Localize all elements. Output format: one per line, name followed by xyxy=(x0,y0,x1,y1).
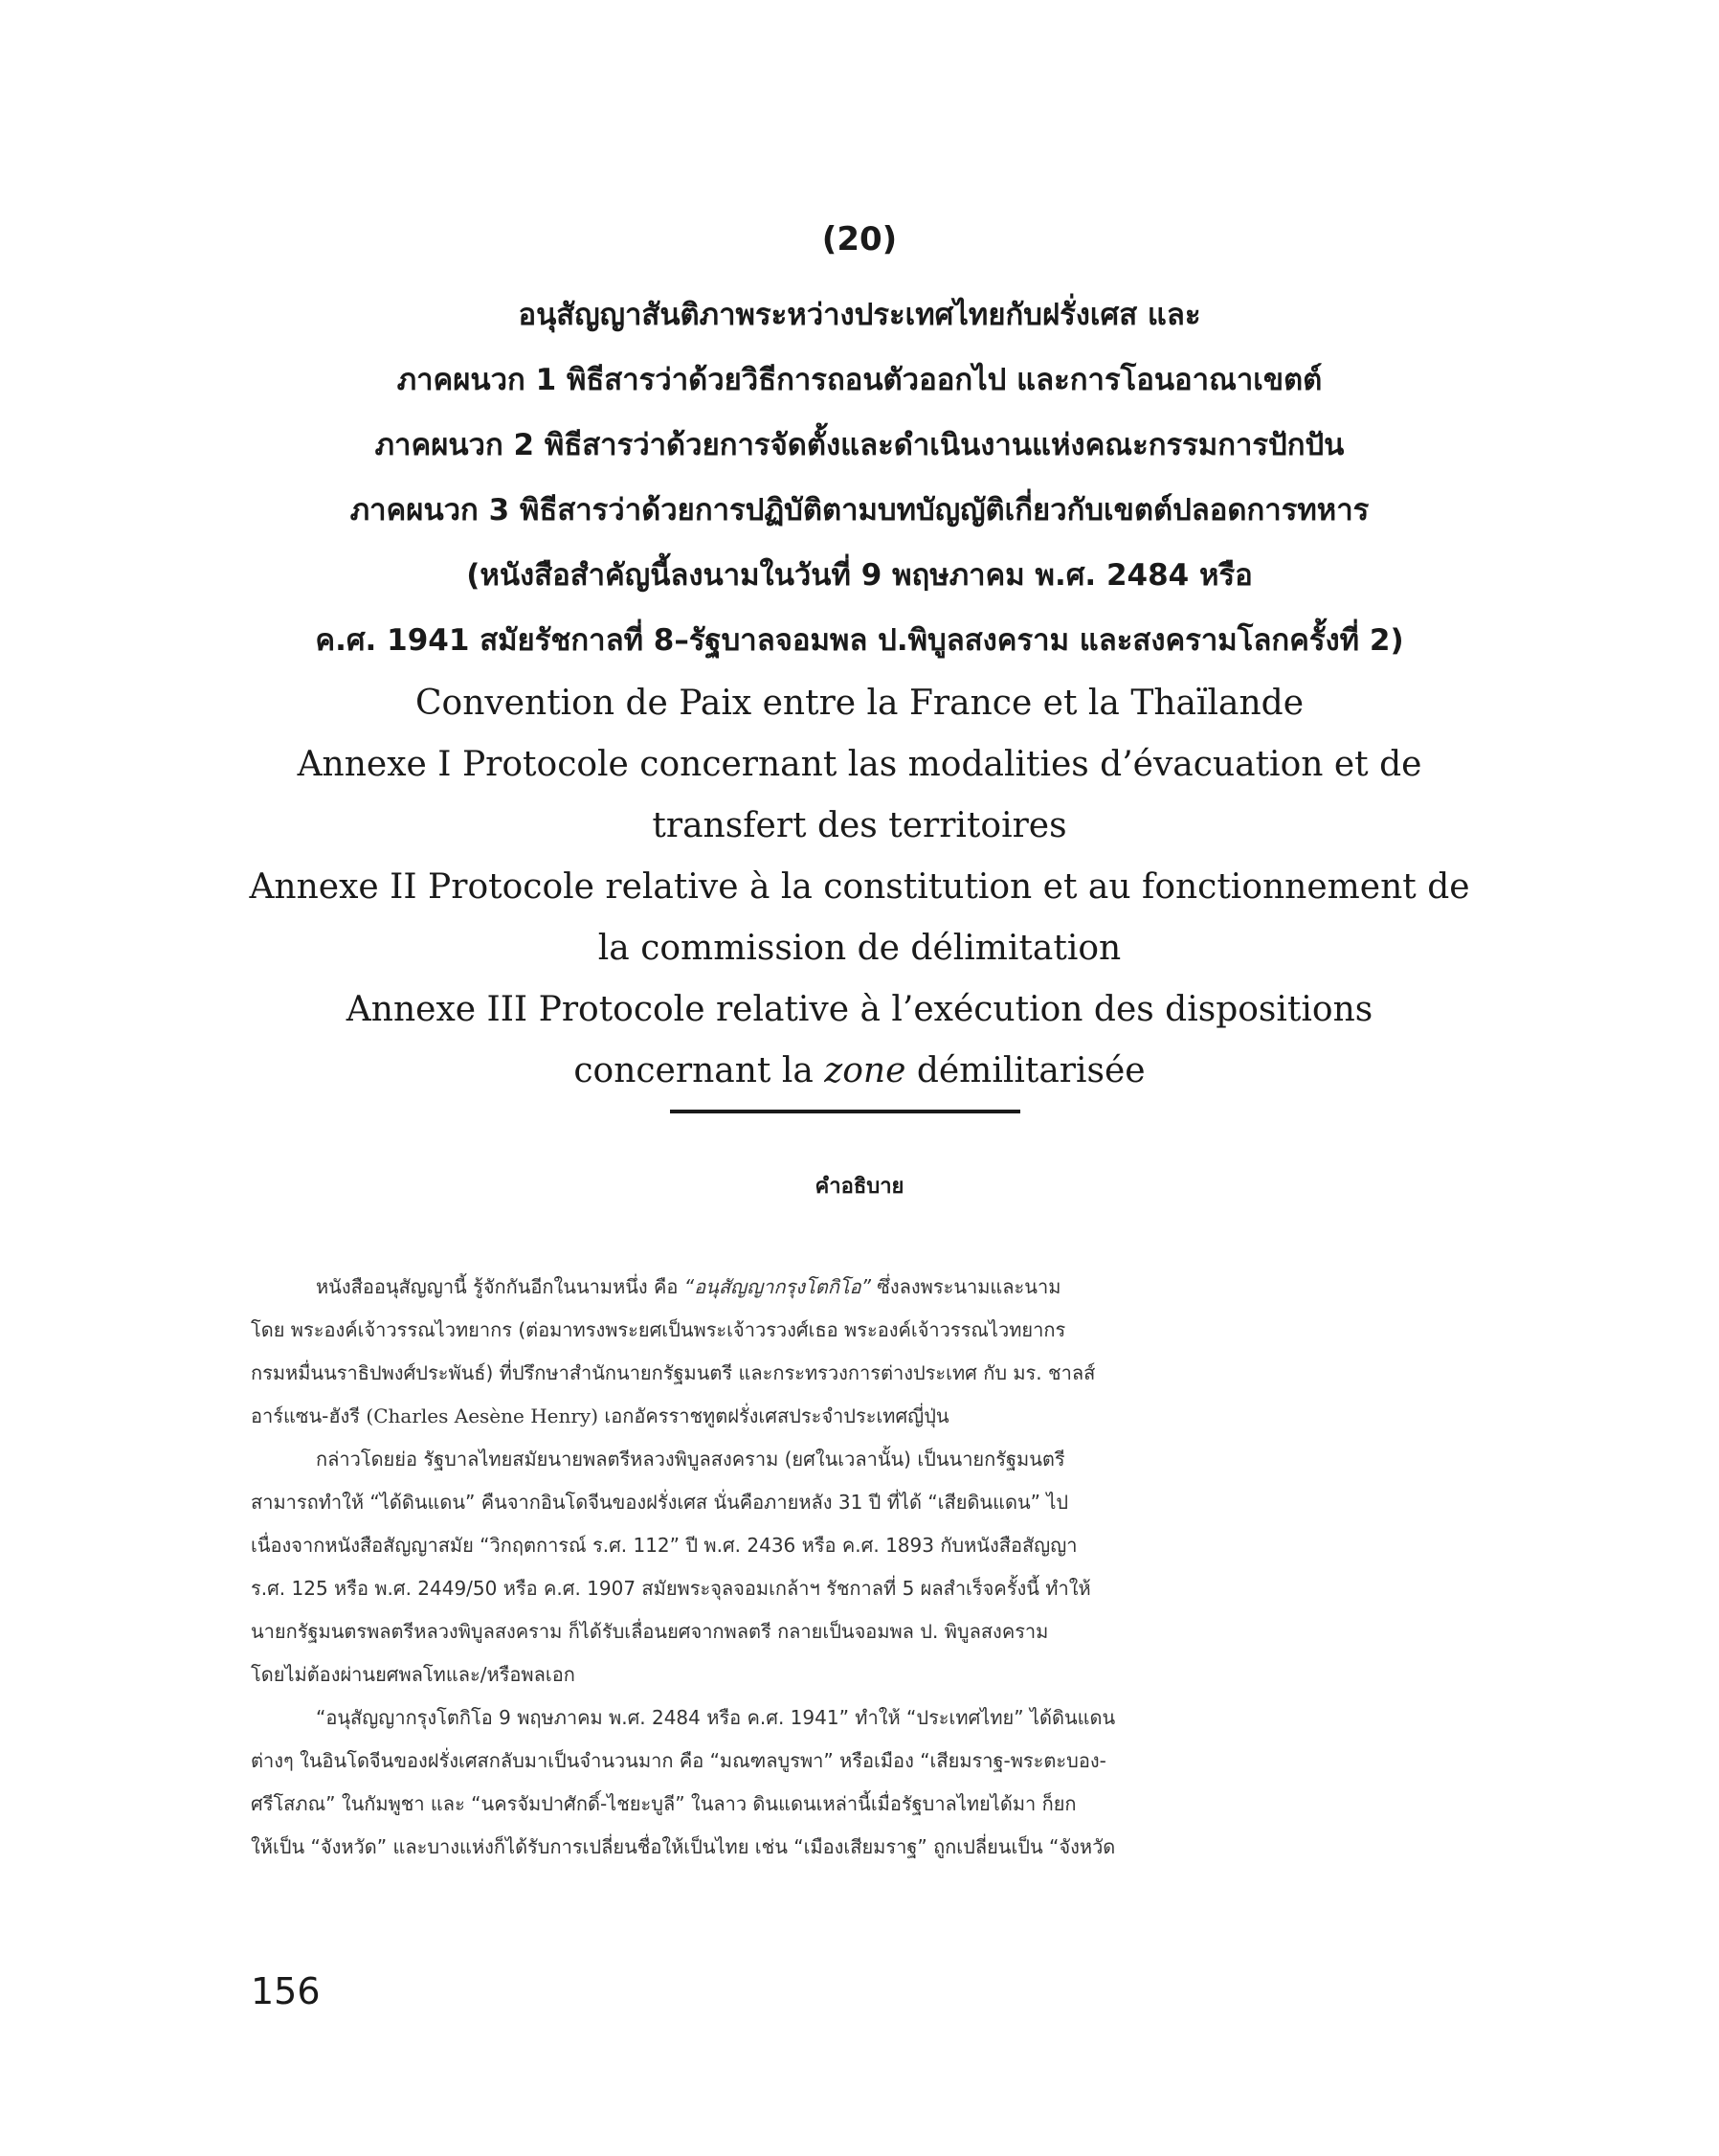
thai-title-line-5: (หนังสือสำคัญนี้ลงนามในวันที่ 9 พฤษภาคม พ.ศ. 2484 หรือ xyxy=(466,558,1253,593)
paragraph-3-line-3: ศรีโสภณ” ในกัมพูชา และ “นครจัมปาศักดิ์-ไชยะบูลี” ในลาว ดินแดนเหล่านี้เมื่อรัฐบาลไทยได้มา ก็ยก xyxy=(251,1792,1077,1815)
french-title-line-4: Annexe II Protocole relative à la constitution et au fonctionnement de xyxy=(249,867,1470,907)
latin-name-run: (Charles Aesène Henry) xyxy=(366,1404,599,1427)
french-title-line-5: la commission de délimitation xyxy=(597,929,1122,968)
french-title-line-6: Annexe III Protocole relative à l’exécution des dispositions xyxy=(346,990,1373,1029)
french-title-line-7-before: concernant la xyxy=(573,1051,825,1090)
paragraph-1-line-3: กรมหมื่นนราธิปพงศ์ประพันธ์) ที่ปรึกษาสำนักนายกรัฐมนตรี และกระทรวงการต่างประเทศ กับ มร. ชาลส์ xyxy=(251,1361,1096,1384)
french-title-line-2: Annexe I Protocole concernant las modalities d’évacuation et de xyxy=(297,745,1422,784)
thai-title-line-6: ค.ศ. 1941 สมัยรัชกาลที่ 8–รัฐบาลจอมพล ป.พิบูลสงคราม และสงครามโลกครั้งที่ 2) xyxy=(315,623,1404,658)
explanation-heading: คำอธิบาย xyxy=(815,1175,904,1199)
explanation-body xyxy=(251,1266,1447,1869)
paragraph-1-line-4 xyxy=(251,1395,1447,1438)
thai-title-line-3: ภาคผนวก 2 พิธีสารว่าด้วยการจัดตั้งและดำเนินงานแห่งคณะกรรมการปักปัน xyxy=(374,428,1345,462)
french-title-line-7-italic: zone xyxy=(824,1051,906,1090)
page-number: 156 xyxy=(251,1970,321,2012)
paragraph-1-line-2: โดย พระองค์เจ้าวรรณไวทยากร (ต่อมาทรงพระยศเป็นพระเจ้าวรวงศ์เธอ พระองค์เจ้าวรรณไวทยากร xyxy=(251,1318,1066,1341)
french-title-line-3: transfert des territoires xyxy=(652,806,1067,845)
thai-title-line-1: อนุสัญญาสันติภาพระหว่างประเทศไทยกับฝรั่งเศส และ xyxy=(518,298,1201,332)
italic-text-run: “อนุสัญญากรุงโตกิโอ” xyxy=(683,1275,871,1298)
french-title-line-7 xyxy=(230,1041,1489,1102)
text-run: ซึ่งลงพระนามและนาม xyxy=(870,1275,1061,1298)
paragraph-2-line-5: นายกรัฐมนตรพลตรีหลวงพิบูลสงคราม ก็ได้รับเลื่อนยศจากพลตรี กลายเป็นจอมพล ป. พิบูลสงคราม xyxy=(251,1620,1049,1643)
title-block xyxy=(230,215,1489,1102)
paragraph-2-line-6: โดยไม่ต้องผ่านยศพลโทและ/หรือพลเอก xyxy=(251,1663,575,1686)
thai-title-line-4: ภาคผนวก 3 พิธีสารว่าด้วยการปฏิบัติตามบทบัญญัติเกี่ยวกับเขตต์ปลอดการทหาร xyxy=(349,493,1370,528)
paragraph-3-line-1: “อนุสัญญากรุงโตกิโอ 9 พฤษภาคม พ.ศ. 2484 หรือ ค.ศ. 1941” ทำให้ “ประเทศไทย” ได้ดินแดน xyxy=(316,1706,1116,1729)
text-run: อาร์แซน-ฮังรี xyxy=(251,1404,367,1427)
paragraph-2-line-4: ร.ศ. 125 หรือ พ.ศ. 2449/50 หรือ ค.ศ. 1907 สมัยพระจุลจอมเกล้าฯ รัชกาลที่ 5 ผลสำเร็จครั้งนี้ ทำให้ xyxy=(251,1577,1091,1600)
text-run: เอกอัครราชทูตฝรั่งเศสประจำประเทศญี่ปุ่น xyxy=(598,1404,949,1427)
french-title-line-1: Convention de Paix entre la France et la Thaïlande xyxy=(414,684,1305,723)
paragraph-2-line-1: กล่าวโดยย่อ รัฐบาลไทยสมัยนายพลตรีหลวงพิบูลสงคราม (ยศในเวลานั้น) เป็นนายกรัฐมนตรี xyxy=(316,1448,1065,1471)
paragraph-3-line-2: ต่างๆ ในอินโดจีนของฝรั่งเศสกลับมาเป็นจำนวนมาก คือ “มณฑลบูรพา” หรือเมือง “เสียมราฐ-พระตะบอง- xyxy=(251,1749,1106,1772)
paragraph-2-line-3: เนื่องจากหนังสือสัญญาสมัย “วิกฤตการณ์ ร.ศ. 112” ปี พ.ศ. 2436 หรือ ค.ศ. 1893 กับหนังสือสัญญา xyxy=(251,1534,1078,1557)
section-divider xyxy=(670,1110,1020,1113)
document-number: (20) xyxy=(821,220,898,258)
paragraph-3-line-4: ให้เป็น “จังหวัด” และบางแห่งก็ได้รับการเปลี่ยนชื่อให้เป็นไทย เช่น “เมืองเสียมราฐ” ถูกเปลี่ยนเป็น “จังหวัด xyxy=(251,1835,1116,1858)
french-title-line-7-after: démilitarisée xyxy=(905,1051,1146,1090)
paragraph-1-line-1 xyxy=(251,1266,1447,1309)
text-run: หนังสืออนุสัญญานี้ รู้จักกันอีกในนามหนึ่ง คือ xyxy=(316,1275,684,1298)
paragraph-2-line-2: สามารถทำให้ “ได้ดินแดน” คืนจากอินโดจีนของฝรั่งเศส นั่นคือภายหลัง 31 ปี ที่ได้ “เสียดินแดน” ไป xyxy=(251,1491,1069,1514)
thai-title-line-2: ภาคผนวก 1 พิธีสารว่าด้วยวิธีการถอนตัวออกไป และการโอนอาณาเขตต์ xyxy=(396,363,1323,397)
